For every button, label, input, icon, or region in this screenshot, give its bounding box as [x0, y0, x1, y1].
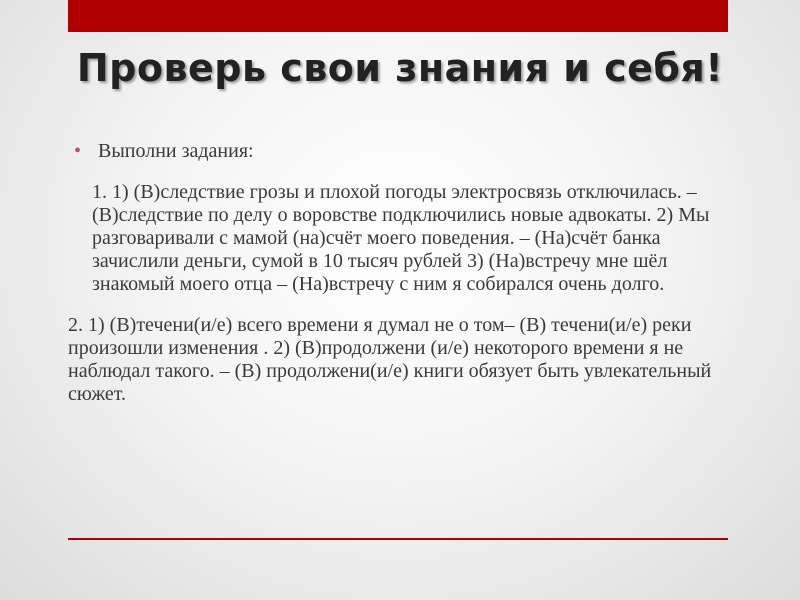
bottom-accent-line — [68, 538, 728, 540]
slide-title: Проверь свои знания и себя! — [76, 46, 724, 90]
slide-content — [68, 140, 728, 406]
bullet-dot-icon: • — [74, 140, 82, 162]
bullet-item — [68, 140, 728, 163]
task-1-text: 1. 1) (В)следствие грозы и плохой погоды электросвязь отключилась. – (В)следствие по делу о воровстве подключились новые адвокаты. 2) Мы разговаривали с мамой (на)счёт моего поведения. – (На)счёт банка зачислили деньги, сумой в 10 тысяч рублей 3) (На)встречу мне шёл знакомый моего отца – (На)встречу с ним я собирался очень долго. — [92, 181, 710, 295]
bullet-text: Выполни задания: — [98, 140, 254, 162]
top-accent-bar — [68, 0, 728, 32]
task-2-text: 2. 1) (В)течени(и/е) всего времени я думал не о том– (В) течени(и/е) реки произошли изменения . 2) (В)продолжени (и/е) некоторого времени я не наблюдал такого. – (В) продолжени(и/е) книги обязует быть увлекательный сюжет. — [68, 314, 712, 405]
